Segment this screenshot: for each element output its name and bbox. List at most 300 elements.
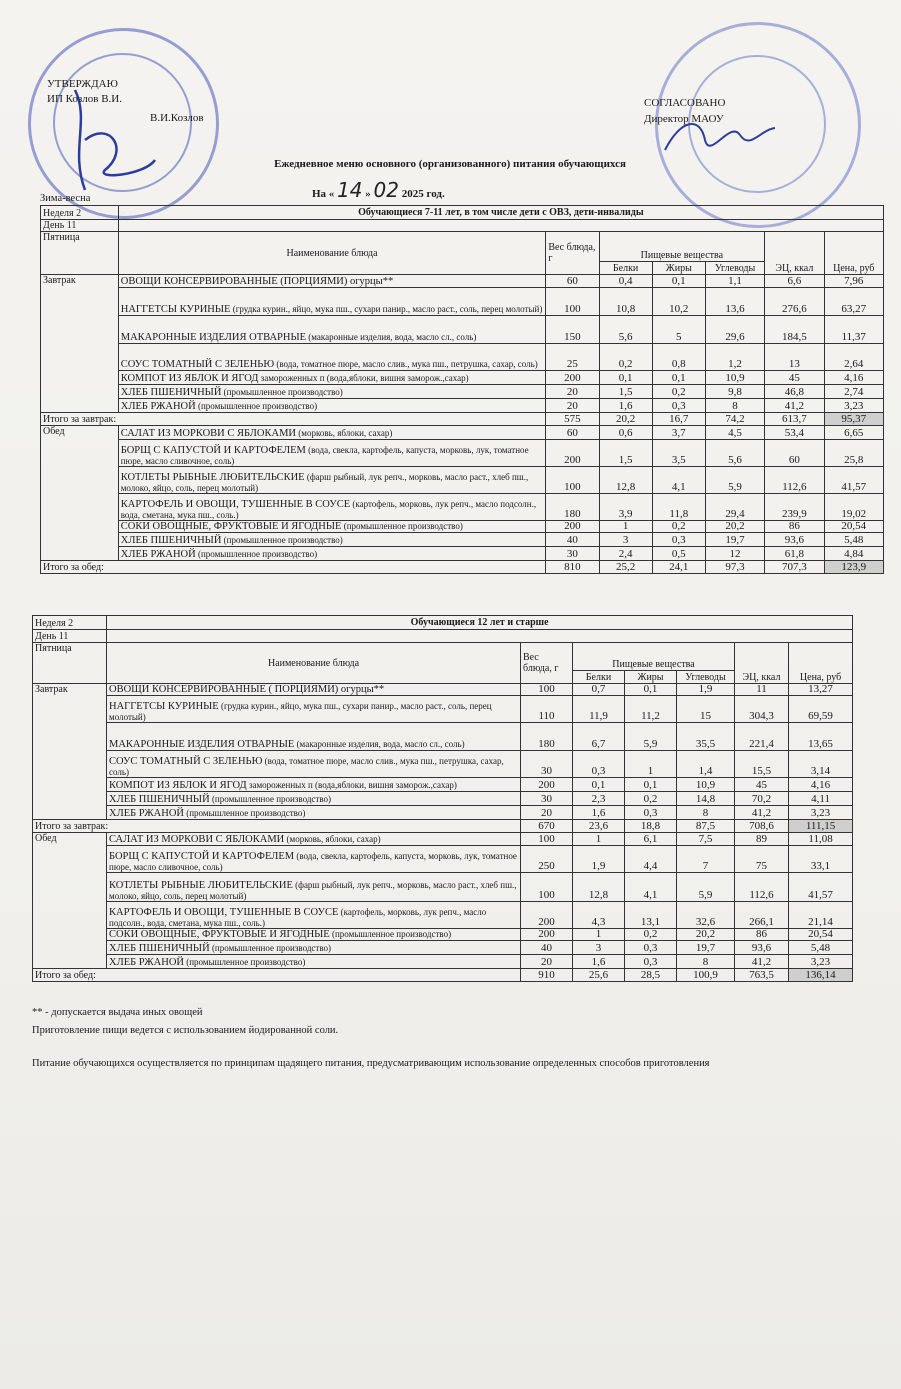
cell-e: 41,2 — [765, 399, 824, 413]
total-f: 28,5 — [625, 969, 677, 982]
col-header-price: Цена, руб — [824, 232, 883, 275]
table-row — [41, 521, 884, 533]
cell-weight: 100 — [521, 684, 573, 696]
cell-f: 3,7 — [652, 426, 705, 440]
dish-title: КОТЛЕТЫ РЫБНЫЕ ЛЮБИТЕЛЬСКИЕ — [109, 880, 293, 891]
cell-p: 0,1 — [573, 778, 625, 792]
dish-title: СОКИ ОВОЩНЫЕ, ФРУКТОВЫЕ И ЯГОДНЫЕ — [109, 929, 330, 940]
dish-name — [118, 426, 546, 440]
table-row — [33, 833, 853, 846]
cell-f: 13,1 — [625, 902, 677, 929]
cell-price: 41,57 — [789, 873, 853, 902]
dish-title: САЛАТ ИЗ МОРКОВИ С ЯБЛОКАМИ — [109, 834, 285, 845]
table-row — [41, 440, 884, 467]
table-row — [33, 792, 853, 806]
cell-price: 13,65 — [789, 723, 853, 751]
dish-title: КАРТОФЕЛЬ И ОВОЩИ, ТУШЕННЫЕ В СОУСЕ — [120, 499, 351, 510]
dish-title: ХЛЕБ РЖАНОЙ — [120, 401, 196, 412]
cell-weight: 200 — [546, 371, 599, 385]
total-p: 25,6 — [573, 969, 625, 982]
dish-title: БОРЩ С КАПУСТОЙ И КАРТОФЕЛЕМ — [120, 445, 306, 456]
meal-label: Обед — [41, 426, 119, 561]
cell-f: 4,4 — [625, 846, 677, 873]
cell-e: 112,6 — [765, 467, 824, 494]
cell-e: 70,2 — [735, 792, 789, 806]
table-row — [41, 344, 884, 371]
agree-label: СОГЛАСОВАНО — [644, 97, 726, 109]
dish-ingredients: замороженных п (вода,яблоки, вишня заморож.,сахар) — [258, 373, 469, 383]
cell-price: 6,65 — [824, 426, 883, 440]
dish-name — [118, 440, 546, 467]
table-row — [41, 547, 884, 561]
total-e: 613,7 — [765, 413, 824, 426]
total-weight: 810 — [546, 561, 599, 574]
col-header-energy: ЭЦ, ккал — [735, 643, 789, 684]
cell-c: 5,9 — [677, 873, 735, 902]
cell-p: 0,4 — [599, 275, 652, 288]
cell-e: 61,8 — [765, 547, 824, 561]
dish-ingredients: (морковь, яблоки, сахар) — [296, 428, 393, 438]
cell-c: 5,9 — [705, 467, 764, 494]
dish-name — [118, 385, 546, 399]
col-header-carbs: Углеводы — [705, 262, 764, 275]
table-row — [41, 533, 884, 547]
cell-e: 239,9 — [765, 494, 824, 521]
table-row — [33, 696, 853, 723]
total-row — [33, 820, 853, 833]
cell-price: 20,54 — [789, 929, 853, 941]
dish-ingredients: (морковь, яблоки, сахар) — [284, 834, 381, 844]
dish-ingredients: (промышленное производство) — [221, 535, 343, 545]
dish-ingredients: (промышленное производство) — [209, 943, 332, 953]
meal-label: Обед — [33, 833, 107, 969]
total-c: 97,3 — [705, 561, 764, 574]
cell-weight: 20 — [521, 955, 573, 969]
footnote-iodized-salt: Приготовление пищи ведется с использованием йодированной соли. — [32, 1025, 339, 1036]
cell-c: 8 — [677, 806, 735, 820]
cell-e: 276,6 — [765, 288, 824, 316]
cell-e: 86 — [735, 929, 789, 941]
cell-p: 1,5 — [599, 385, 652, 399]
table-row — [41, 288, 884, 316]
cell-c: 10,9 — [677, 778, 735, 792]
cell-p: 10,8 — [599, 288, 652, 316]
dish-name — [118, 494, 546, 521]
cell-f: 6,1 — [625, 833, 677, 846]
table-row — [41, 371, 884, 385]
dish-name — [118, 547, 546, 561]
table-row — [33, 751, 853, 778]
total-price: 111,15 — [789, 820, 853, 833]
dish-name — [107, 806, 521, 820]
dish-title: ОВОЩИ КОНСЕРВИРОВАННЫЕ (ПОРЦИЯМИ) огурцы** — [120, 276, 394, 287]
total-price: 123,9 — [824, 561, 883, 574]
cell-f: 11,8 — [652, 494, 705, 521]
cell-p: 11,9 — [573, 696, 625, 723]
cell-price: 11,37 — [824, 316, 883, 344]
dish-title: ОВОЩИ КОНСЕРВИРОВАННЫЕ ( ПОРЦИЯМИ) огурцы** — [109, 684, 385, 695]
dish-ingredients: (вода, свекла, картофель, капуста, морковь, лук, томатное пюре, масло сливочное, соль) — [120, 445, 529, 466]
dish-title: ХЛЕБ РЖАНОЙ — [109, 957, 184, 968]
col-header-price: Цена, руб — [789, 643, 853, 684]
cell-f: 0,1 — [652, 275, 705, 288]
cell-weight: 100 — [546, 288, 599, 316]
cell-weight: 60 — [546, 426, 599, 440]
dish-title: ХЛЕБ ПШЕНИЧНЫЙ — [109, 943, 210, 954]
dish-title: ХЛЕБ ПШЕНИЧНЫЙ — [120, 387, 222, 398]
dish-title: СОКИ ОВОЩНЫЕ, ФРУКТОВЫЕ И ЯГОДНЫЕ — [120, 521, 342, 532]
cell-p: 0,2 — [599, 344, 652, 371]
document-title: Ежедневное меню основного (организованного) питания обучающихся — [274, 158, 626, 170]
cell-p: 1,5 — [599, 440, 652, 467]
cell-price: 3,23 — [789, 955, 853, 969]
cell-p: 2,4 — [599, 547, 652, 561]
dish-ingredients: замороженных п (вода,яблоки, вишня заморож.,сахар) — [246, 780, 457, 790]
empty-cell — [107, 630, 853, 643]
cell-f: 0,3 — [652, 399, 705, 413]
table-row — [33, 955, 853, 969]
cell-c: 10,9 — [705, 371, 764, 385]
footnote-vegetables: ** - допускается выдача иных овощей — [32, 1007, 203, 1018]
col-header-name: Наименование блюда — [107, 643, 521, 684]
table-row — [33, 846, 853, 873]
dish-ingredients: (фарш рыбный, лук репч., морковь, масло раст., хлеб пш., молоко, яйцо, соль, перец молотый) — [120, 472, 529, 493]
table-row — [33, 778, 853, 792]
dish-title: МАКАРОННЫЕ ИЗДЕЛИЯ ОТВАРНЫЕ — [120, 332, 307, 343]
cell-e: 45 — [735, 778, 789, 792]
dish-ingredients: (фарш рыбный, лук репч., морковь, масло раст., хлеб пш., молоко, яйцо, соль, перец молотый) — [109, 880, 517, 901]
dish-name — [107, 846, 521, 873]
cell-weight: 40 — [546, 533, 599, 547]
cell-weight: 150 — [546, 316, 599, 344]
cell-f: 5 — [652, 316, 705, 344]
cell-c: 19,7 — [705, 533, 764, 547]
dish-name — [118, 521, 546, 533]
cell-c: 13,6 — [705, 288, 764, 316]
total-label: Итого за обед: — [41, 561, 546, 574]
cell-price: 3,23 — [789, 806, 853, 820]
total-row — [33, 969, 853, 982]
cell-e: 86 — [765, 521, 824, 533]
empty-cell — [118, 220, 883, 232]
cell-price: 11,08 — [789, 833, 853, 846]
cell-p: 3 — [599, 533, 652, 547]
dish-name — [118, 371, 546, 385]
cell-c: 7,5 — [677, 833, 735, 846]
cell-f: 4,1 — [652, 467, 705, 494]
cell-price: 41,57 — [824, 467, 883, 494]
approve-label: УТВЕРЖДАЮ — [47, 78, 118, 90]
table-row — [33, 806, 853, 820]
cell-weight: 100 — [546, 467, 599, 494]
dish-ingredients: (промышленное производство) — [183, 808, 306, 818]
meal-label: Завтрак — [41, 275, 119, 413]
dish-name — [118, 316, 546, 344]
cell-p: 1,6 — [599, 399, 652, 413]
total-c: 74,2 — [705, 413, 764, 426]
cell-price: 69,59 — [789, 696, 853, 723]
col-header-protein: Белки — [599, 262, 652, 275]
table-row — [33, 902, 853, 929]
col-header-nutrients: Пищевые вещества — [573, 643, 735, 671]
total-f: 16,7 — [652, 413, 705, 426]
dish-title: СОУС ТОМАТНЫЙ С ЗЕЛЕНЬЮ — [109, 756, 263, 767]
col-header-fat: Жиры — [652, 262, 705, 275]
dish-name — [107, 833, 521, 846]
cell-weight: 110 — [521, 696, 573, 723]
cell-c: 7 — [677, 846, 735, 873]
cell-price: 4,16 — [789, 778, 853, 792]
cell-p: 1 — [599, 521, 652, 533]
cell-price: 4,11 — [789, 792, 853, 806]
cell-price: 5,48 — [824, 533, 883, 547]
cell-weight: 200 — [546, 440, 599, 467]
dish-ingredients: (промышленное производство) — [329, 929, 452, 939]
cell-p: 12,8 — [573, 873, 625, 902]
dish-ingredients: (грудка курин., яйцо, мука пш., сухари панир., масло раст., соль, перец молотый) — [109, 701, 492, 722]
cell-weight: 30 — [521, 751, 573, 778]
cell-weight: 200 — [521, 929, 573, 941]
dish-ingredients: (промышленное производство) — [195, 549, 318, 559]
dish-ingredients: (промышленное производство) — [195, 401, 318, 411]
cell-price: 13,27 — [789, 684, 853, 696]
dish-title: БОРЩ С КАПУСТОЙ И КАРТОФЕЛЕМ — [109, 851, 295, 862]
dish-ingredients: (вода, томатное пюре, масло слив., мука пш., петрушка, сахар, соль) — [274, 359, 538, 369]
cell-c: 5,6 — [705, 440, 764, 467]
cell-e: 93,6 — [765, 533, 824, 547]
cell-e: 6,6 — [765, 275, 824, 288]
date-day: 14 — [337, 178, 363, 202]
cell-price: 2,64 — [824, 344, 883, 371]
dish-ingredients: (картофель, морковь, лук репч., масло подсолн., вода, сметана, мука пш., соль.) — [120, 499, 537, 520]
cell-p: 6,7 — [573, 723, 625, 751]
dish-title: САЛАТ ИЗ МОРКОВИ С ЯБЛОКАМИ — [120, 428, 296, 439]
dish-name — [107, 792, 521, 806]
cell-weight: 30 — [521, 792, 573, 806]
cell-weight: 40 — [521, 941, 573, 955]
cell-price: 33,1 — [789, 846, 853, 873]
total-p: 25,2 — [599, 561, 652, 574]
cell-p: 0,1 — [599, 371, 652, 385]
cell-price: 3,23 — [824, 399, 883, 413]
dish-ingredients: (макаронные изделия, вода, масло сл., соль) — [306, 332, 477, 342]
dish-name — [107, 929, 521, 941]
table-row — [33, 723, 853, 751]
total-weight: 670 — [521, 820, 573, 833]
table-row — [33, 929, 853, 941]
menu-table-12-plus — [32, 615, 853, 982]
total-row — [41, 561, 884, 574]
cell-weight: 250 — [521, 846, 573, 873]
table-row — [41, 399, 884, 413]
cell-c: 35,5 — [677, 723, 735, 751]
season-label: Зима-весна — [40, 193, 91, 204]
cell-c: 1,1 — [705, 275, 764, 288]
col-header-energy: ЭЦ, ккал — [765, 232, 824, 275]
dish-name — [118, 288, 546, 316]
dish-ingredients: (вода, томатное пюре, масло слив., мука пш., петрушка, сахар, соль) — [109, 756, 504, 777]
cell-f: 0,2 — [625, 792, 677, 806]
cell-e: 53,4 — [765, 426, 824, 440]
cell-price: 20,54 — [824, 521, 883, 533]
cell-f: 5,9 — [625, 723, 677, 751]
table-row — [33, 941, 853, 955]
cell-p: 1 — [573, 833, 625, 846]
cell-e: 45 — [765, 371, 824, 385]
cell-p: 0,7 — [573, 684, 625, 696]
cell-e: 89 — [735, 833, 789, 846]
table-row — [33, 684, 853, 696]
cell-f: 0,2 — [652, 521, 705, 533]
cell-e: 221,4 — [735, 723, 789, 751]
cell-f: 3,5 — [652, 440, 705, 467]
col-header-carbs: Углеводы — [677, 671, 735, 684]
total-weight: 575 — [546, 413, 599, 426]
table-row — [41, 494, 884, 521]
dish-name — [118, 344, 546, 371]
cell-price: 2,74 — [824, 385, 883, 399]
cell-weight: 60 — [546, 275, 599, 288]
cell-p: 1,6 — [573, 955, 625, 969]
col-header-name: Наименование блюда — [118, 232, 546, 275]
cell-c: 1,2 — [705, 344, 764, 371]
cell-e: 15,5 — [735, 751, 789, 778]
dish-title: МАКАРОННЫЕ ИЗДЕЛИЯ ОТВАРНЫЕ — [109, 739, 295, 750]
cell-e: 184,5 — [765, 316, 824, 344]
dish-title: КОТЛЕТЫ РЫБНЫЕ ЛЮБИТЕЛЬСКИЕ — [120, 472, 305, 483]
dish-ingredients: (грудка курин., яйцо, мука пш., сухари панир., масло раст., соль, перец молотый) — [230, 304, 543, 314]
cell-weight: 200 — [521, 778, 573, 792]
cell-p: 0,6 — [599, 426, 652, 440]
cell-price: 4,84 — [824, 547, 883, 561]
menu-table-7-11 — [40, 205, 884, 574]
cell-price: 21,14 — [789, 902, 853, 929]
dish-name — [107, 941, 521, 955]
cell-e: 60 — [765, 440, 824, 467]
total-c: 100,9 — [677, 969, 735, 982]
dish-ingredients: (макаронные изделия, вода, масло сл., соль) — [294, 739, 465, 749]
col-header-nutrients: Пищевые вещества — [599, 232, 765, 262]
cell-price: 25,8 — [824, 440, 883, 467]
dish-ingredients: (вода, свекла, картофель, капуста, морковь, лук, томатное пюре, масло сливочное, соль) — [109, 851, 517, 872]
cell-c: 29,4 — [705, 494, 764, 521]
total-p: 23,6 — [573, 820, 625, 833]
weekday-label: Пятница — [33, 643, 107, 684]
dish-name — [107, 873, 521, 902]
cell-weight: 200 — [546, 521, 599, 533]
cell-price: 5,48 — [789, 941, 853, 955]
cell-price: 19,02 — [824, 494, 883, 521]
total-e: 763,5 — [735, 969, 789, 982]
cell-e: 46,8 — [765, 385, 824, 399]
cell-c: 19,7 — [677, 941, 735, 955]
table-row — [41, 275, 884, 288]
cell-f: 0,3 — [625, 941, 677, 955]
total-price: 136,14 — [789, 969, 853, 982]
cell-weight: 100 — [521, 873, 573, 902]
dish-title: ХЛЕБ РЖАНОЙ — [109, 808, 184, 819]
cell-f: 0,2 — [652, 385, 705, 399]
cell-f: 11,2 — [625, 696, 677, 723]
cell-f: 0,1 — [625, 778, 677, 792]
cell-p: 5,6 — [599, 316, 652, 344]
week-label: Неделя 2 — [33, 616, 107, 630]
footnote-diet: Питание обучающихся осуществляется по принципам щадящего питания, предусматривающим использование определенных способов приготовления — [32, 1058, 710, 1069]
cell-p: 1 — [573, 929, 625, 941]
cell-c: 15 — [677, 696, 735, 723]
col-header-weight: Вес блюда, г — [546, 232, 599, 275]
cell-price: 63,27 — [824, 288, 883, 316]
cell-weight: 20 — [546, 385, 599, 399]
cell-weight: 180 — [546, 494, 599, 521]
dish-name — [118, 533, 546, 547]
cell-weight: 20 — [546, 399, 599, 413]
cell-price: 3,14 — [789, 751, 853, 778]
cell-c: 4,5 — [705, 426, 764, 440]
cell-e: 41,2 — [735, 806, 789, 820]
day-label: День 11 — [33, 630, 107, 643]
total-e: 708,6 — [735, 820, 789, 833]
table-row — [41, 385, 884, 399]
total-f: 18,8 — [625, 820, 677, 833]
cell-c: 14,8 — [677, 792, 735, 806]
cell-p: 2,3 — [573, 792, 625, 806]
cell-f: 10,2 — [652, 288, 705, 316]
group-title: Обучающиеся 7-11 лет, в том числе дети с ОВЗ, дети-инвалиды — [118, 206, 883, 220]
weekday-label: Пятница — [41, 232, 119, 275]
dish-ingredients: (картофель, морковь, лук репч., масло подсолн., вода, сметана, мука пш., соль.) — [109, 907, 487, 928]
cell-p: 3 — [573, 941, 625, 955]
dish-ingredients: (промышленное производство) — [183, 957, 306, 967]
cell-c: 9,8 — [705, 385, 764, 399]
dish-name — [107, 696, 521, 723]
approve-person: ИП Козлов В.И. — [47, 93, 122, 105]
dish-name — [107, 955, 521, 969]
total-p: 20,2 — [599, 413, 652, 426]
dish-title: КОМПОТ ИЗ ЯБЛОК И ЯГОД — [109, 780, 247, 791]
dish-name — [118, 399, 546, 413]
total-label: Итого за завтрак: — [33, 820, 521, 833]
col-header-weight: Вес блюда, г — [521, 643, 573, 684]
group-title: Обучающиеся 12 лет и старше — [107, 616, 853, 630]
dish-ingredients: (промышленное производство) — [341, 521, 463, 531]
agree-position: Директор МАОУ — [644, 113, 724, 125]
cell-c: 29,6 — [705, 316, 764, 344]
dish-title: ХЛЕБ ПШЕНИЧНЫЙ — [120, 535, 222, 546]
dish-title: ХЛЕБ ПШЕНИЧНЫЙ — [109, 794, 210, 805]
cell-e: 41,2 — [735, 955, 789, 969]
total-price: 95,37 — [824, 413, 883, 426]
cell-c: 8 — [705, 399, 764, 413]
total-f: 24,1 — [652, 561, 705, 574]
table-row — [41, 316, 884, 344]
col-header-fat: Жиры — [625, 671, 677, 684]
table-row — [41, 426, 884, 440]
cell-e: 266,1 — [735, 902, 789, 929]
dish-title: КАРТОФЕЛЬ И ОВОЩИ, ТУШЕННЫЕ В СОУСЕ — [109, 907, 339, 918]
cell-f: 0,8 — [652, 344, 705, 371]
cell-c: 8 — [677, 955, 735, 969]
cell-f: 0,1 — [625, 684, 677, 696]
total-weight: 910 — [521, 969, 573, 982]
cell-c: 1,4 — [677, 751, 735, 778]
total-label: Итого за завтрак: — [41, 413, 546, 426]
dish-title: СОУС ТОМАТНЫЙ С ЗЕЛЕНЬЮ — [120, 359, 275, 370]
cell-f: 0,3 — [652, 533, 705, 547]
cell-c: 12 — [705, 547, 764, 561]
cell-p: 3,9 — [599, 494, 652, 521]
cell-p: 1,6 — [573, 806, 625, 820]
